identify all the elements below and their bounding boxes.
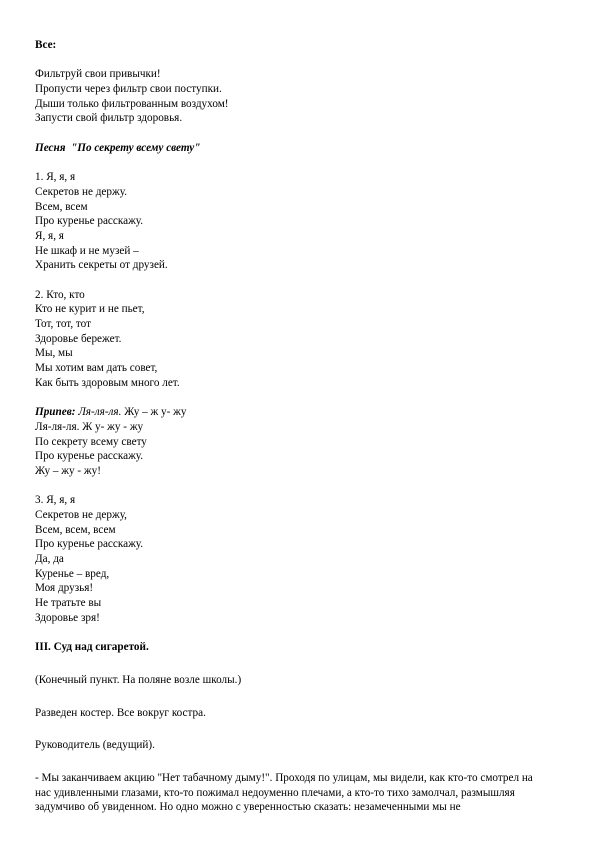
verse3-line: 3. Я, я, я (35, 494, 76, 507)
intro-line: Запусти свой фильтр здоровья. (35, 112, 183, 125)
verse1-line: 1. Я, я, я (35, 171, 76, 184)
section-heading: III. Суд над сигаретой. (35, 641, 149, 654)
verse3-line: Секретов не держу, (35, 509, 127, 521)
verse1-line: Я, я, я (35, 229, 64, 242)
chorus-first-rest: Жу – ж у- жу (124, 406, 187, 419)
verse3-line: Куренье – вред, (35, 567, 110, 580)
chorus-first-line (35, 405, 555, 420)
document-content (35, 38, 555, 815)
verse1-line: Не шкаф и не музей – (35, 244, 139, 257)
intro-line: Пропусти через фильтр свои поступки. (35, 83, 222, 96)
verse3-line: Не тратьте вы (35, 597, 102, 610)
verse2-line: Здоровье бережет. (35, 332, 122, 345)
intro-line: Дыши только фильтрованным воздухом! (35, 97, 229, 110)
scene-description: Разведен костер. Все вокруг костра. (35, 706, 206, 719)
verse1-line: Про куренье расскажу. (35, 215, 144, 228)
speech-paragraph: - Мы заканчиваем акцию "Нет табачному дыму!". Проходя по улицам, мы видели, как кто-то смотрел на нас удивленными глазами, кто-то пожимал недоуменно плечами, а кто-то тихо замолчал, размышляя задумчиво об увиденном. Но одно можно с уверенностью сказать: незамеченными мы не (35, 771, 533, 814)
intro-line: Фильтруй свои привычки! (35, 68, 161, 81)
verse2-line: Тот, тот, тот (35, 318, 91, 331)
song-label: Песня (35, 141, 66, 154)
verse1-line: Хранить секреты от друзей. (35, 259, 168, 272)
intro-heading: Все: (35, 39, 57, 51)
song-title: "По секрету всему свету" (71, 141, 201, 154)
verse1-line: Всем, всем (35, 200, 88, 213)
chorus-line: Ля-ля-ля. Ж у- жу - жу (35, 420, 144, 433)
chorus-label: Припев: (35, 406, 76, 419)
speaker-name: Руководитель (ведущий). (35, 739, 155, 752)
verse2-line: Кто не курит и не пьет, (35, 303, 145, 316)
stage-note: (Конечный пункт. На поляне возле школы.) (35, 673, 242, 686)
verse3-line: Всем, всем, всем (35, 523, 116, 536)
song-title-line (35, 141, 555, 156)
verse3-line: Моя друзья! (35, 582, 94, 595)
verse2-line: Мы хотим вам дать совет, (35, 362, 158, 375)
verse2-line: 2. Кто, кто (35, 288, 85, 301)
verse3-line: Здоровье зря! (35, 611, 100, 624)
verse3-line: Про куренье расскажу. (35, 538, 144, 551)
verse1-line: Секретов не держу. (35, 185, 127, 198)
verse2-line: Мы, мы (35, 347, 73, 360)
chorus-line: По секрету всему свету (35, 435, 147, 448)
chorus-line: Про куренье расскажу. (35, 450, 144, 463)
chorus-first-italic: Ля-ля-ля. (78, 406, 122, 419)
chorus-line: Жу – жу - жу! (35, 464, 101, 477)
verse2-line: Как быть здоровым много лет. (35, 376, 180, 389)
verse3-line: Да, да (35, 553, 64, 566)
